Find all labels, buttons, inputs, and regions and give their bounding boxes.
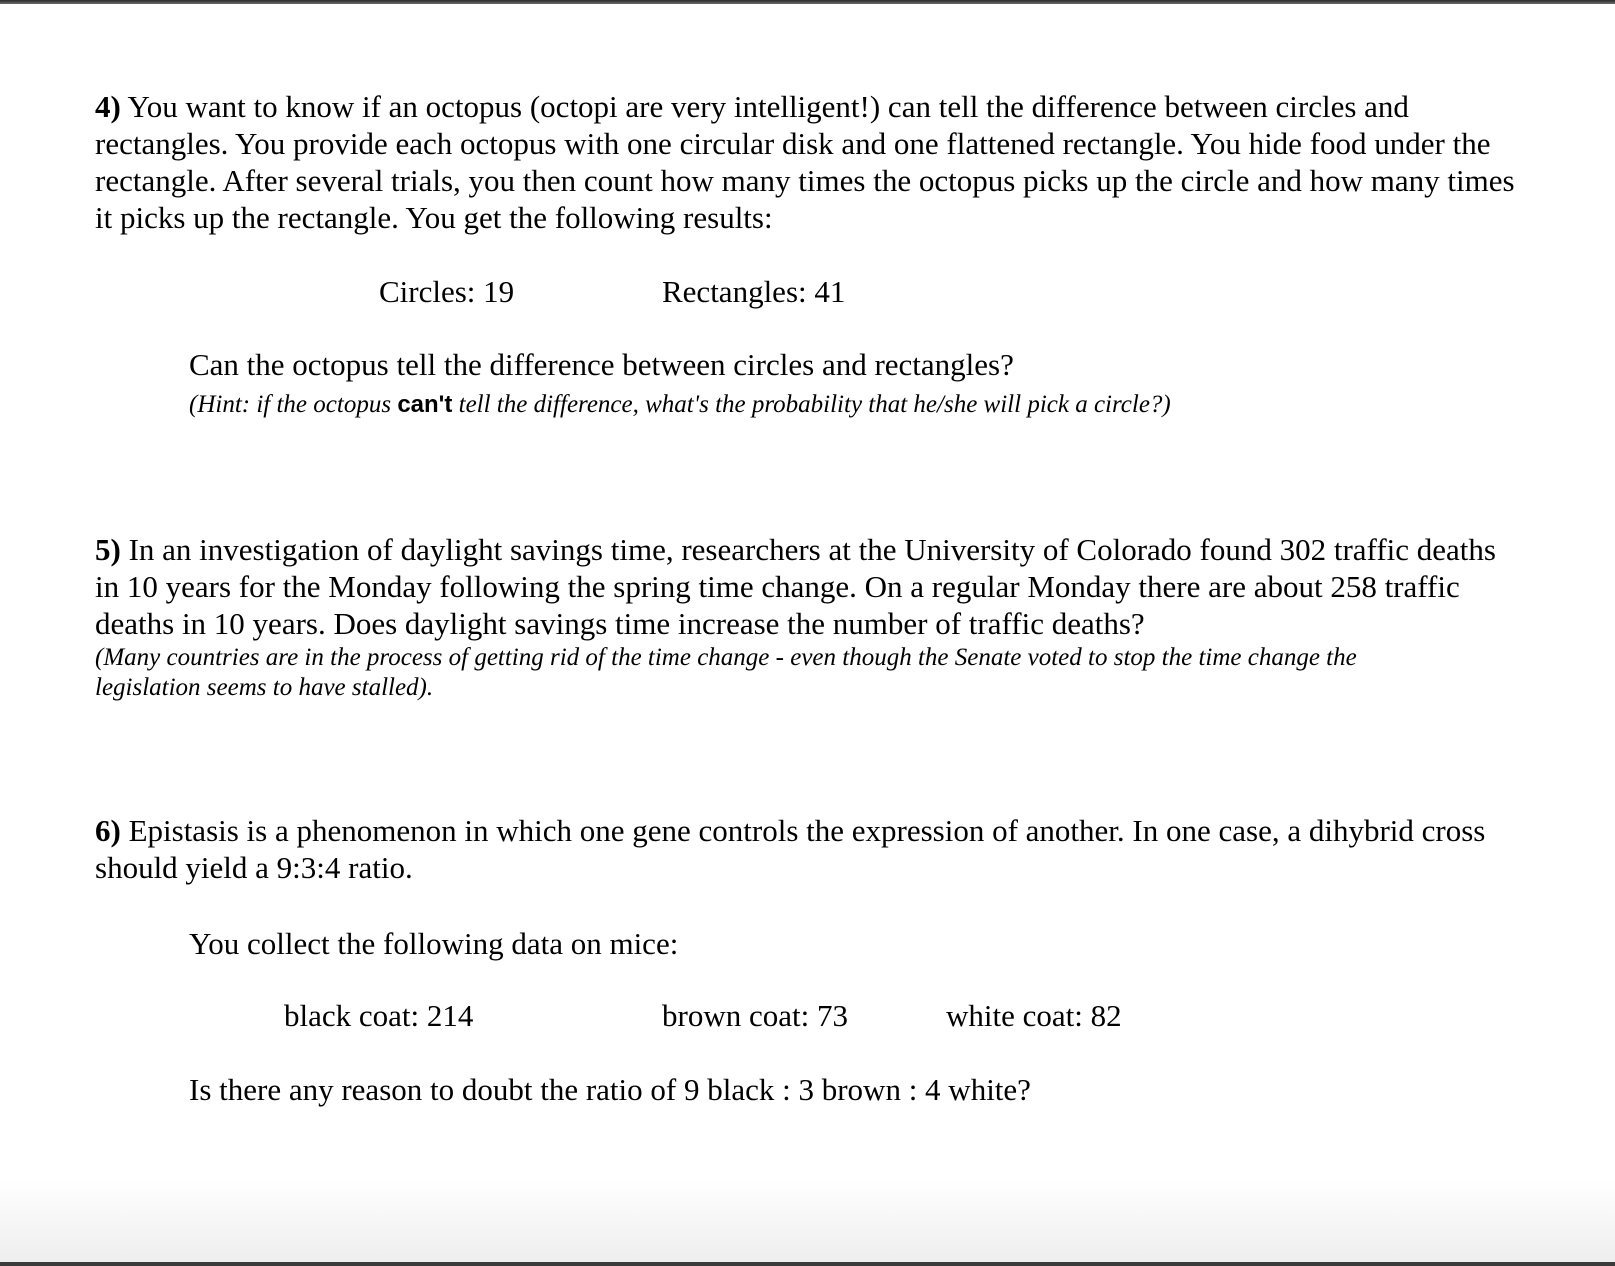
window-bottom-edge — [0, 1262, 1615, 1266]
data-black-coat: black coat: 214 — [284, 998, 474, 1033]
question-6-text: Epistasis is a phenomenon in which one gene controls the expression of another. In one case, a dihybrid cross should yield a 9:3:4 ratio. — [95, 813, 1486, 885]
question-5-text: In an investigation of daylight savings time, researchers at the University of Colorado found 302 traffic deaths in 10 years for the Monday following the spring time change. On a regular Monday there are about 258 traffic deaths in 10 years. Does daylight savings time increase the number of traffic deaths? — [95, 532, 1496, 641]
hint-text-before: (Hint: if the octopus — [189, 391, 398, 418]
question-6-collect: You collect the following data on mice: — [189, 926, 679, 961]
result-rectangles: Rectangles: 41 — [662, 274, 846, 309]
question-5-number: 5) — [95, 532, 121, 567]
data-white-coat: white coat: 82 — [946, 998, 1122, 1033]
question-6-paragraph — [95, 812, 1515, 886]
question-4-number: 4) — [95, 89, 121, 124]
data-brown-coat: brown coat: 73 — [662, 998, 848, 1033]
result-circles: Circles: 19 — [379, 274, 515, 309]
question-4-text: You want to know if an octopus (octopi are very intelligent!) can tell the difference between circles and rectangles. You provide each octopus with one circular disk and one flattened rectangle. You hide food under the rectangle. After several trials, you then count how many times the octopus picks up the circle and how many times it picks up the rectangle. You get the following results: — [95, 89, 1515, 235]
hint-emphasis: can't — [397, 391, 453, 418]
question-6-number: 6) — [95, 813, 121, 848]
hint-text-after: tell the difference, what's the probability that he/she will pick a circle?) — [452, 391, 1171, 418]
window-top-edge — [0, 0, 1615, 4]
question-4-question: Can the octopus tell the difference between circles and rectangles? — [189, 347, 1014, 382]
question-4-hint — [189, 390, 1171, 420]
question-4-paragraph — [95, 88, 1515, 236]
question-6-question: Is there any reason to doubt the ratio of 9 black : 3 brown : 4 white? — [189, 1072, 1031, 1107]
question-5-note: (Many countries are in the process of getting rid of the time change - even though the Senate voted to stop the time change the legislation seems to have stalled). — [95, 644, 1357, 701]
bottom-shadow — [0, 1180, 1615, 1262]
question-5-paragraph — [95, 531, 1520, 642]
